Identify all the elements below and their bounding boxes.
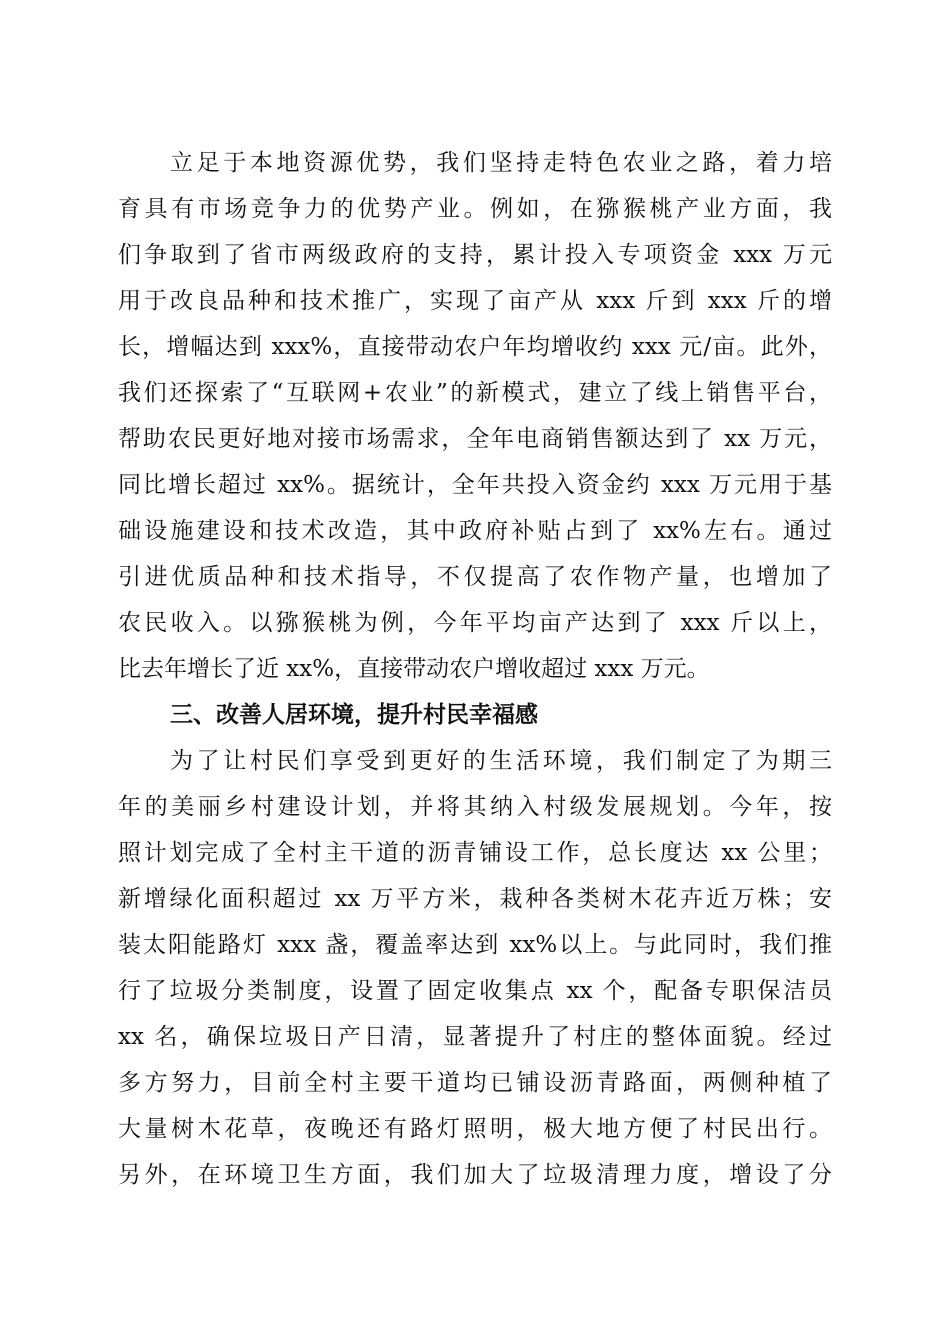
section-3-line-6: 行了垃圾分类制度，设置了固定收集点 xx 个，配备专职保洁员	[118, 978, 832, 1004]
paragraph-1-line-8: 同比增长超过 xx%。据统计，全年共投入资金约 xxx 万元用于基	[118, 472, 832, 498]
section-3-line-2: 年的美丽乡村建设计划，并将其纳入村级发展规划。今年，按	[118, 794, 832, 820]
paragraph-1-line-6: 我们还探索了“互联网+农业”的新模式，建立了线上销售平台，	[118, 380, 832, 406]
paragraph-1-line-10: 引进优质品种和技术指导，不仅提高了农作物产量，也增加了	[118, 564, 832, 590]
paragraph-1-line-1: 立足于本地资源优势，我们坚持走特色农业之路，着力培	[170, 150, 832, 176]
paragraph-1-line-2: 育具有市场竞争力的优势产业。例如，在猕猴桃产业方面，我	[118, 196, 832, 222]
section-3-line-5: 装太阳能路灯 xxx 盏，覆盖率达到 xx%以上。与此同时，我们推	[118, 932, 832, 958]
section-3-line-10: 另外，在环境卫生方面，我们加大了垃圾清理力度，增设了分	[118, 1162, 832, 1188]
section-3-line-8: 多方努力，目前全村主要干道均已铺设沥青路面，两侧种植了	[118, 1070, 832, 1096]
paragraph-1-line-12: 比去年增长了近 xx%，直接带动农户增收超过 xxx 万元。	[118, 656, 710, 682]
section-3-line-9: 大量树木花草，夜晚还有路灯照明，极大地方便了村民出行。	[118, 1116, 832, 1142]
section-3-heading: 三、改善人居环境，提升村民幸福感	[170, 702, 538, 728]
paragraph-1-line-4: 用于改良品种和技术推广，实现了亩产从 xxx 斤到 xxx 斤的增	[118, 288, 832, 314]
paragraph-1-line-5: 长，增幅达到 xxx%，直接带动农户年均增收约 xxx 元/亩。此外，	[118, 334, 832, 360]
paragraph-1-line-3: 们争取到了省市两级政府的支持，累计投入专项资金 xxx 万元	[118, 242, 832, 268]
section-3-line-3: 照计划完成了全村主干道的沥青铺设工作，总长度达 xx 公里；	[118, 840, 832, 866]
paragraph-1-line-7: 帮助农民更好地对接市场需求，全年电商销售额达到了 xx 万元，	[118, 426, 832, 452]
section-3-line-1: 为了让村民们享受到更好的生活环境，我们制定了为期三	[170, 748, 832, 774]
paragraph-1-line-11: 农民收入。以猕猴桃为例，今年平均亩产达到了 xxx 斤以上，	[118, 610, 832, 636]
section-3-line-4: 新增绿化面积超过 xx 万平方米，栽种各类树木花卉近万株；安	[118, 886, 832, 912]
paragraph-1-line-9: 础设施建设和技术改造，其中政府补贴占到了 xx%左右。通过	[118, 518, 832, 544]
section-3-line-7: xx 名，确保垃圾日产日清，显著提升了村庄的整体面貌。经过	[118, 1024, 832, 1050]
